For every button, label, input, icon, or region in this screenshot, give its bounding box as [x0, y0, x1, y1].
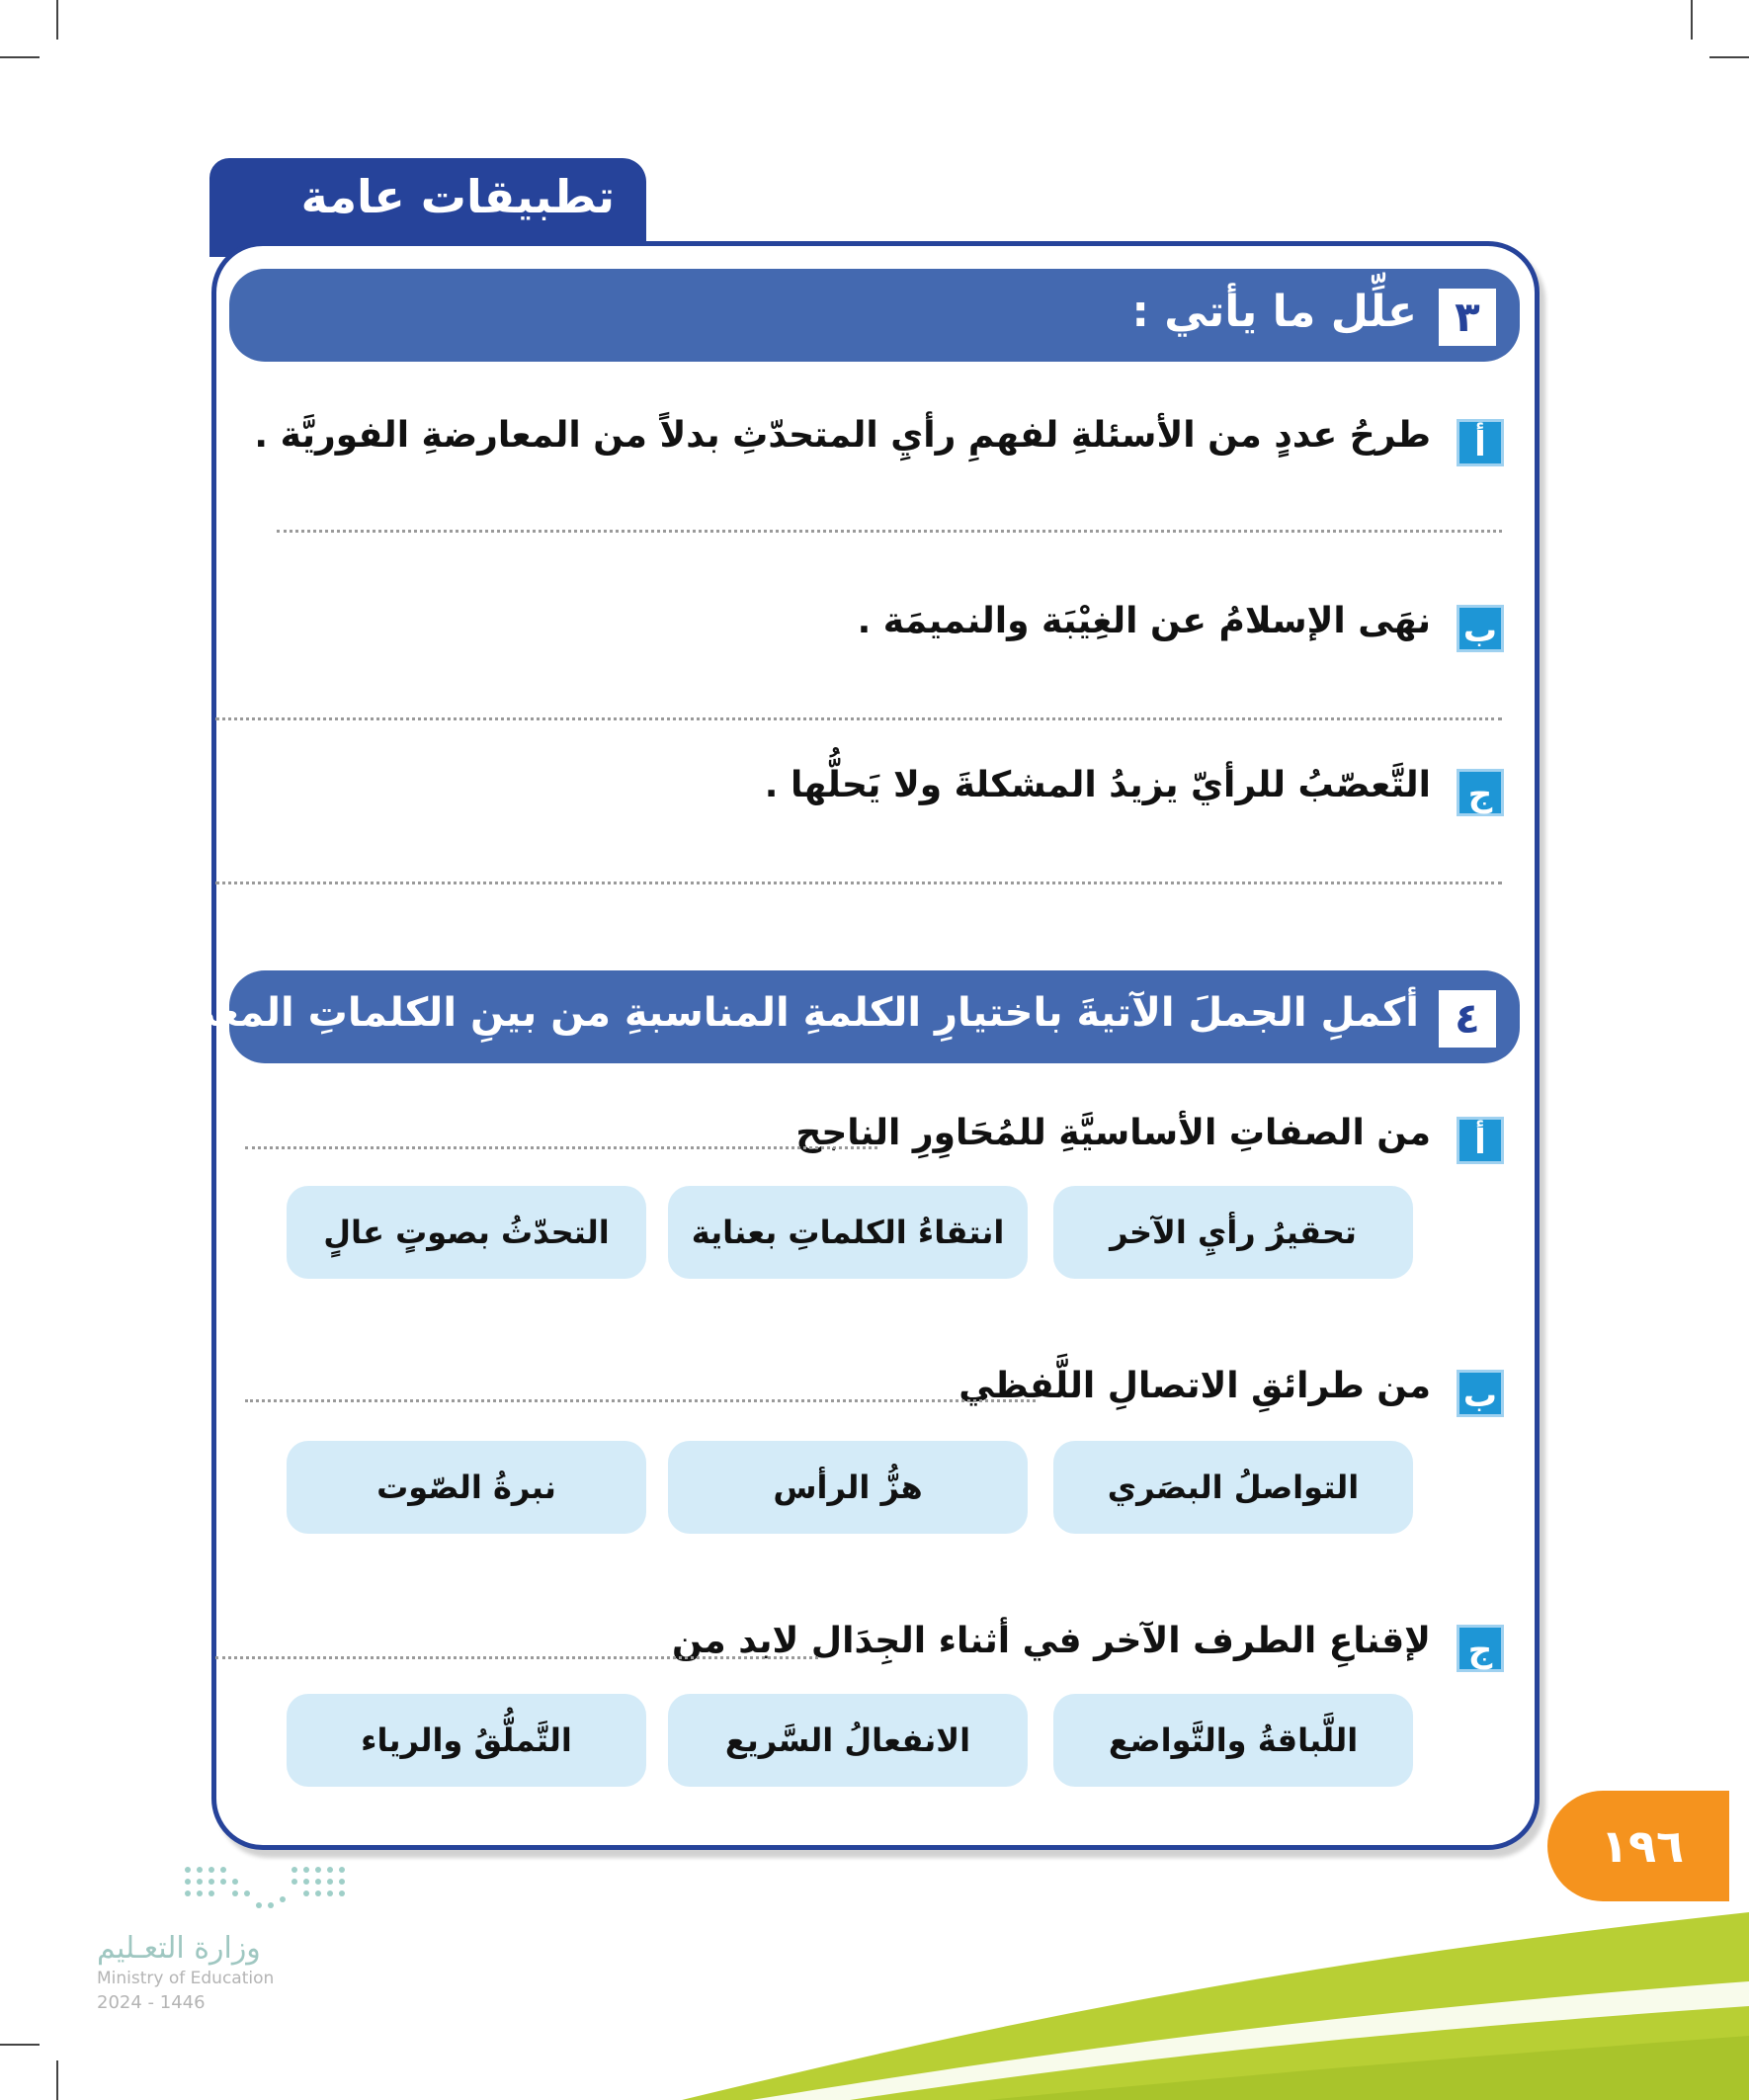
option-card[interactable]: [287, 1694, 646, 1787]
option-label: التحدّثُ بصوتٍ عالٍ: [323, 1214, 610, 1251]
answer-line[interactable]: [215, 1656, 818, 1659]
exercise-3-instruction: علِّل ما يأتي :: [1131, 287, 1417, 337]
ministry-name-english: Ministry of Education: [97, 1969, 275, 1988]
option-label: اللَّباقةُ والتَّواضع: [1108, 1722, 1359, 1759]
option-card[interactable]: [668, 1694, 1028, 1787]
item-letter-badge: ج: [1457, 1625, 1504, 1672]
option-label: الانفعالُ السَّريع: [724, 1722, 971, 1759]
exercise-4-number: ٤: [1439, 990, 1496, 1048]
option-card[interactable]: [668, 1186, 1028, 1279]
option-card[interactable]: [287, 1186, 646, 1279]
section-tab-title: تطبيقات عامة: [300, 170, 615, 223]
item-letter-badge: أ: [1457, 419, 1504, 466]
page-number: ١٩٦: [1600, 1819, 1685, 1873]
option-label: تحقيرُ رأيِ الآخر: [1110, 1214, 1357, 1251]
item-letter-badge: ب: [1457, 605, 1504, 652]
exercise-4-item-a-text: من الصفاتِ الأساسيَّةِ للمُحَاوِرِ الناجح: [795, 1113, 1431, 1153]
ministry-year: 2024 - 1446: [97, 1992, 206, 2013]
item-letter-badge: ب: [1457, 1370, 1504, 1417]
exercise-4-instruction: أكملِ الجملَ الآتيةَ باختيارِ الكلمةِ المناسبةِ من بينِ الكلماتِ المعطَاة :: [111, 990, 1419, 1036]
option-label: التواصلُ البصَري: [1107, 1469, 1360, 1506]
answer-line[interactable]: [215, 717, 1502, 720]
option-label: هزُّ الرأس: [773, 1469, 923, 1506]
option-label: التَّملُّقُ والرياء: [361, 1722, 572, 1759]
answer-line[interactable]: [245, 1146, 877, 1149]
item-letter-badge: أ: [1457, 1117, 1504, 1164]
exercise-3-number: ٣: [1439, 289, 1496, 346]
exercise-3-item-a-text: طرحُ عددٍ من الأسئلةِ لفهمِ رأيِ المتحدّثِ بدلاً من المعارضةِ الفوريَّة .: [254, 415, 1431, 456]
option-card[interactable]: [1053, 1186, 1413, 1279]
ministry-name-arabic: وزارة التعـليم: [97, 1931, 261, 1966]
exercise-3-item-b-text: نهَى الإسلامُ عن الغِيْبَة والنميمَة .: [857, 601, 1431, 641]
answer-line[interactable]: [245, 1399, 1036, 1402]
option-card[interactable]: [1053, 1694, 1413, 1787]
ministry-logo-dots-icon: [178, 1860, 356, 1919]
option-label: نبرةُ الصّوت: [376, 1469, 556, 1506]
item-letter-badge: ج: [1457, 769, 1504, 816]
exercise-3-item-c-text: التَّعصّبُ للرأيّ يزيدُ المشكلةَ ولا يَحلُّها .: [764, 765, 1431, 805]
exercise-4-item-b-text: من طرائقِ الاتصالِ اللَّفظي: [958, 1366, 1431, 1406]
exercise-4-item-c-text: لإقناعِ الطرف الآخر في أثناء الجِدَال لابد من: [672, 1621, 1431, 1661]
page-number-tab: [1547, 1791, 1729, 1901]
option-card[interactable]: [287, 1441, 646, 1534]
option-card[interactable]: [668, 1441, 1028, 1534]
answer-line[interactable]: [277, 530, 1502, 533]
answer-line[interactable]: [215, 882, 1502, 884]
option-card[interactable]: [1053, 1441, 1413, 1534]
option-label: انتقاءُ الكلماتِ بعناية: [691, 1214, 1005, 1251]
